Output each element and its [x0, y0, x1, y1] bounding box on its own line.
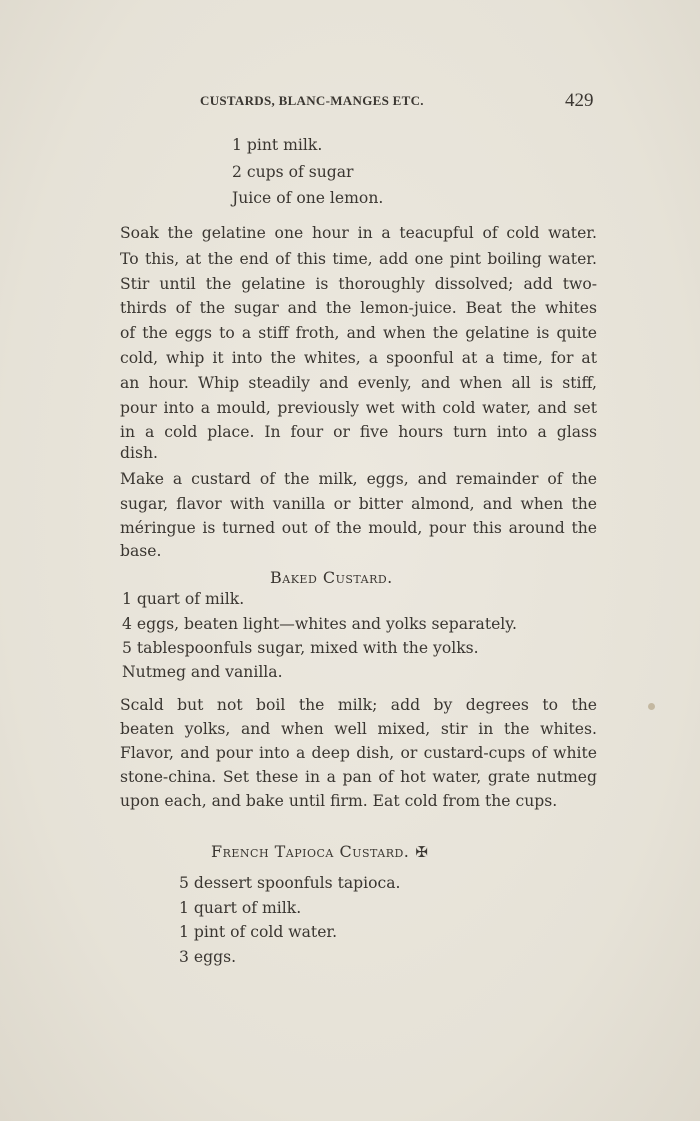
line-text: sugar, flavor with vanilla or bitter almond, and when the: [120, 495, 597, 513]
line-text: 1 quart of milk.: [179, 899, 302, 917]
paragraph-line: [120, 421, 597, 443]
paragraph-first-line: [120, 694, 597, 716]
line-text: 4 eggs, beaten light—whites and yolks separately.: [122, 615, 517, 633]
paragraph-line: [120, 493, 597, 515]
line-text: Flavor, and pour into a deep dish, or custard-cups of white: [120, 744, 597, 762]
line-text: dish.: [120, 444, 158, 462]
line-text: 1 pint of cold water.: [179, 923, 338, 941]
line-text: Soak the gelatine one hour in a teacupful of cold water.: [120, 224, 597, 242]
paper-stain: [648, 703, 655, 710]
line-text: an hour. Whip steadily and evenly, and when all is stiff,: [120, 374, 597, 392]
recipe-heading: [270, 567, 393, 589]
recipe-heading: [211, 841, 428, 863]
line-text: méringue is turned out of the mould, pour this around the: [120, 519, 597, 537]
ingredient-line: [179, 946, 236, 968]
line-text: thirds of the sugar and the lemon-juice. Beat the whites: [120, 299, 597, 317]
ingredient-line: [232, 161, 354, 183]
ingredient-line: [122, 588, 244, 610]
line-text: Scald but not boil the milk; add by degrees to the: [120, 696, 597, 714]
line-text: Baked Custard.: [270, 568, 393, 587]
line-text: 2 cups of sugar: [232, 163, 354, 181]
ingredient-line: [122, 637, 479, 659]
line-text: 5 tablespoonfuls sugar, mixed with the yolks.: [122, 639, 479, 657]
paragraph-line: [120, 742, 597, 764]
paragraph-line: [120, 517, 597, 539]
paragraph-last-line: [120, 442, 158, 464]
paragraph-line: [120, 397, 597, 419]
paragraph-line: [120, 766, 597, 788]
line-text: Nutmeg and vanilla.: [122, 663, 283, 681]
paragraph-first-line: [120, 468, 597, 490]
line-text: 5 dessert spoonfuls tapioca.: [179, 874, 401, 892]
line-text: To this, at the end of this time, add one pint boiling water.: [120, 250, 597, 268]
line-text: Stir until the gelatine is thoroughly dissolved; add two-: [120, 275, 597, 293]
cross-ornament-icon: ✠: [415, 843, 428, 861]
line-text: stone-china. Set these in a pan of hot water, grate nutmeg: [120, 768, 597, 786]
line-text: pour into a mould, previously wet with cold water, and set: [120, 399, 597, 417]
paragraph-last-line: [120, 790, 557, 812]
line-text: 3 eggs.: [179, 948, 237, 966]
paragraph-first-line: [120, 222, 597, 244]
paragraph-line: [120, 297, 597, 319]
paragraph-last-line: [120, 540, 161, 562]
ingredient-line: [179, 897, 301, 919]
paragraph-line: [120, 248, 597, 270]
line-text: French Tapioca Custard.: [211, 842, 410, 861]
line-text: Make a custard of the milk, eggs, and remainder of the: [120, 470, 597, 488]
line-text: 1 pint milk.: [232, 136, 323, 154]
line-text: cold, whip it into the whites, a spoonful at a time, for at: [120, 349, 597, 367]
running-header: CUSTARDS, BLANC-MANGES ETC.: [200, 93, 424, 108]
line-text: 1 quart of milk.: [122, 590, 245, 608]
line-text: base.: [120, 542, 162, 560]
paragraph-line: [120, 372, 597, 394]
line-text: of the eggs to a stiff froth, and when the gelatine is quite: [120, 324, 597, 342]
line-text: beaten yolks, and when well mixed, stir in the whites.: [120, 720, 597, 738]
line-text: in a cold place. In four or five hours turn into a glass: [120, 423, 597, 441]
line-text: upon each, and bake until firm. Eat cold from the cups.: [120, 792, 558, 810]
paragraph-line: [120, 322, 597, 344]
paragraph-line: [120, 273, 597, 295]
ingredient-line: [122, 613, 517, 635]
ingredient-line: [232, 134, 322, 156]
ingredient-line: [179, 921, 337, 943]
paragraph-line: [120, 718, 597, 740]
ingredient-line: [179, 872, 400, 894]
paragraph-line: [120, 347, 597, 369]
ingredient-line: [122, 661, 283, 683]
page-number: 429: [565, 90, 594, 111]
ingredient-line: [232, 187, 383, 209]
line-text: Juice of one lemon.: [232, 189, 384, 207]
